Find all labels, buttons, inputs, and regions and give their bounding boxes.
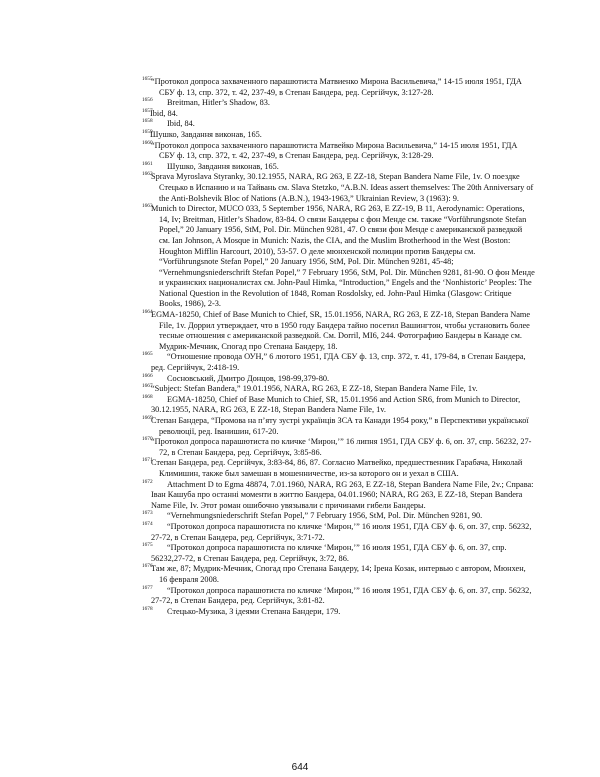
footnote-text: “Vernehmungsniederschrift Stefan Popel,” 7 February 1956, StM, Pol. Dir. München 9281, 90. (167, 511, 483, 521)
footnote-number: 1672 (142, 478, 153, 485)
footnote-text: Attachment D to Egma 48874, 7.01.1960, NARA, RG 263, E ZZ-18, Stepan Bandera Name File, 2v.; Справа: Іван Кашуба про останні моменти в життю Бандера, 04.01.1960; NARA, RG 263, E ZZ-18, Stepan Bandera Name File, Iv. Этот роман ошибочно увязывали с причинами гибели Бандеры. (151, 479, 534, 510)
footnote-number: 1668 (142, 393, 153, 400)
footnote-text: Ibid, 84. (150, 108, 178, 118)
footnote-number: 1659 (142, 128, 153, 135)
footnote-number: 1666 (142, 372, 153, 379)
footnote-1677 (143, 586, 535, 607)
footnotes-list (143, 77, 535, 617)
footnote-1659 (143, 130, 535, 141)
footnote-text: Шушко, Завдання виконав, 165. (167, 161, 279, 171)
footnote-number: 1678 (142, 605, 153, 612)
footnote-number: 1675 (142, 542, 153, 549)
footnote-1668 (143, 395, 535, 416)
page-number: 644 (291, 762, 309, 773)
footnote-number: 1655 (142, 76, 153, 82)
footnote-text: “Протокол допроса захваченного парашютиста Матвиенко Мирона Васильевича,” 14-15 июля 1951, ГДА СБУ ф. 13, спр. 372, т. 42, 237-49, в Степан Бандера, ред. Сергійчук, 3:127-28. (151, 77, 522, 97)
footnote-number: 1662 (142, 171, 153, 178)
footnote-1661 (143, 162, 535, 173)
footnote-text: EGMA-18250, Chief of Base Munich to Chief, SR, 15.01.1956 and Action SR6, from Munich to Director, 30.12.1955, NARA, RG 263, E ZZ-18, Stepan Bandera Name File, 1v. (151, 394, 521, 415)
footnote-number: 1670 (142, 436, 153, 443)
footnote-number: 1669 (142, 415, 153, 421)
footnote-number: 1667 (142, 383, 153, 390)
footnote-number: 1674 (142, 520, 153, 527)
footnote-1663 (143, 204, 535, 310)
footnote-number: 1671 (142, 457, 153, 464)
footnote-number: 1665 (142, 351, 153, 358)
footnote-1667 (143, 384, 535, 395)
footnote-1669 (143, 416, 535, 437)
footnote-number: 1673 (142, 510, 153, 517)
footnote-1665 (143, 352, 535, 373)
footnote-1662 (143, 172, 535, 204)
footnote-text: “Протокол допроса парашютиста по кличке ‘Мирон,’” 16 липня 1951, ГДА СБУ ф. 6, оп. 37, спр. 56232, 27-72, в Степан Бандера, ред. Сергійчук, 3:85-86. (151, 437, 532, 457)
footnote-text: Breitman, Hitler’s Shadow, 83. (167, 98, 271, 108)
footnote-1678 (143, 607, 535, 618)
footnote-1657 (143, 109, 535, 120)
footnote-number: 1661 (142, 160, 153, 167)
footnote-text: “Протокол допроса парашютиста по кличке ‘Мирон,’” 16 июля 1951, ГДА СБУ ф. 6, оп. 37, спр. 56232,27-72, в Степан Бандера, ред. Сергійчук, 3:72, 86. (151, 543, 507, 563)
footnote-text: Шушко, Завдання виконав, 165. (150, 129, 262, 139)
footnote-text: Сосновський, Дмитро Донцов, 198-99,379-80. (167, 373, 330, 383)
footnote-1658 (143, 119, 535, 130)
footnote-number: 1658 (142, 118, 153, 125)
footnote-1672 (143, 480, 535, 512)
footnote-text: Ibid, 84. (167, 119, 195, 129)
footnote-1656 (143, 98, 535, 109)
footnote-number: 1664 (142, 309, 153, 316)
footnote-1674 (143, 522, 535, 543)
footnote-1660 (143, 141, 535, 162)
footnote-1676 (143, 564, 535, 585)
footnote-number: 1656 (142, 97, 153, 104)
footnote-1670 (143, 437, 535, 458)
footnote-text: Стецько-Музика, З ідеями Степана Бандери, 179. (167, 606, 341, 616)
footnote-1655 (143, 77, 535, 98)
footnote-number: 1660 (142, 139, 153, 146)
footnote-1664 (143, 310, 535, 352)
footnote-text: “Протокол допроса парашютиста по кличке ‘Мирон,’” 16 июля 1951, ГДА СБУ ф. 6, оп. 37, спр. 56232, 27-72, в Степан Бандера, ред. Сергійчук, 3:71-72. (151, 521, 532, 542)
footnote-text: Степан Бандера, ред. Сергійчук, 3:83-84, 86, 87. Согласно Матвейко, предшественник Гарабача, Николай Климишин, также был замешан в мошенничестве, из-за которого он и уехал в США. (151, 458, 523, 478)
footnote-text: Munich to Director, MUCO 033, 5 September 1956, NARA, RG 263, E ZZ-19, B 11, Aerodynamic: Operations, 14, Iv; Breitman, Hitler’s Shadow, 83-84. О связи Бандеры с фон Менде см. также “Vorführungsnote Stefan Popel,” 20 January 1956, StM, Pol. Dir. München 9281, 47. О связи фон Менде с американской разведкой см. Ian Johnson, A Mosque in Munich: Nazis, the CIA, and the Muslim Brotherhood in the West (Boston: Houghton Mifflin Harcourt, 2010), 53-57. О деле мюнхенской полиции против Бандеры см. “Vorführungsnote Stefan Popel,” 20 January 1956, StM, Pol. Dir. München 9281, 45-48; “Vernehmungsniederschrift Stefan Popel,” 7 February 1956, StM, Pol. Dir. München 9281, 81-90. О фон Менде и украинских националистах см. John-Paul Himka, “Introduction,” Engels and the ‘Nonhistoric’ Peoples: The National Question in the Revolution of 1848, Roman Rosdolsky, ed. John-Paul Himka (Glasgow: Critique Books, 1986), 2-3. (151, 204, 535, 309)
footnote-1666 (143, 374, 535, 385)
footnote-text: “Subject: Stefan Bandera,” 19.01.1956, NARA, RG 263, E ZZ-18, Stepan Bandera Name File, 1v. (151, 384, 478, 394)
footnote-text: “Отношение провода ОУН,” 6 лютого 1951, ГДА СБУ ф. 13, спр. 372, т. 41, 179-84, в Степан Бандера, ред. Сергійчук, 2:418-19. (151, 352, 526, 373)
footnote-1671 (143, 458, 535, 479)
footnote-number: 1657 (142, 107, 153, 114)
footnote-text: Sprava Myroslava Styranky, 30.12.1955, NARA, RG 263, E ZZ-18, Stepan Bandera Name File, 1v. О поездке Стецько в Испанию и на Тайвань см. Slava Stetzko, “A.B.N. Ideas assert themselves: The 20th Anniversary of the Anti-Bolshevik Bloc of Nations (A.B.N.), 1943-1963,” Ukrainian Review, 3 (1963): 9. (151, 172, 534, 203)
footnote-text: “Протокол допроса парашютиста по кличке ‘Мирон,’” 16 июля 1951, ГДА СБУ ф. 6, оп. 37, спр. 56232, 27-72, в Степан Бандера, ред. Сергійчук, 3:81-82. (151, 585, 532, 606)
footnote-number: 1663 (142, 203, 153, 210)
footnote-text: EGMA-18250, Chief of Base Munich to Chief, SR, 15.01.1956, NARA, RG 263, E ZZ-18, Stepan Bandera Name File, 1v. Доррил утверждает, что в 1950 году Бандера тайно посетил Вашингтон, чтобы установить более тесные отношения с американской разведкой. См. Dorril, MI6, 244. Фотографию Бандеры в Канаде см. Мудрик-Мечник, Спогад про Степана Бандеру, 18. (151, 310, 531, 351)
footnote-text: “Протокол допроса захваченного парашютиста Матвейко Мирона Васильевича,” 14-15 июля 1951, ГДА СБУ ф. 13, спр. 372, т. 42, 237-49, в Степан Бандера, ред. Сергійчук, 3:128-29. (151, 140, 518, 161)
footnote-text: Там же, 87; Мудрик-Мечник, Спогад про Степана Бандеру, 14; Ірена Козак, интервью с автором, Мюнхен, 16 февраля 2008. (151, 564, 526, 584)
footnote-1675 (143, 543, 535, 564)
footnote-1673 (143, 511, 535, 522)
footnote-number: 1676 (142, 563, 153, 570)
footnote-text: Степан Бандера, “Промова на п’яту зустрі українців ЗСА та Канади 1954 року,” в Перспективи української революції, ред. Іванишин, 617-20. (151, 416, 529, 436)
footnote-number: 1677 (142, 584, 153, 591)
